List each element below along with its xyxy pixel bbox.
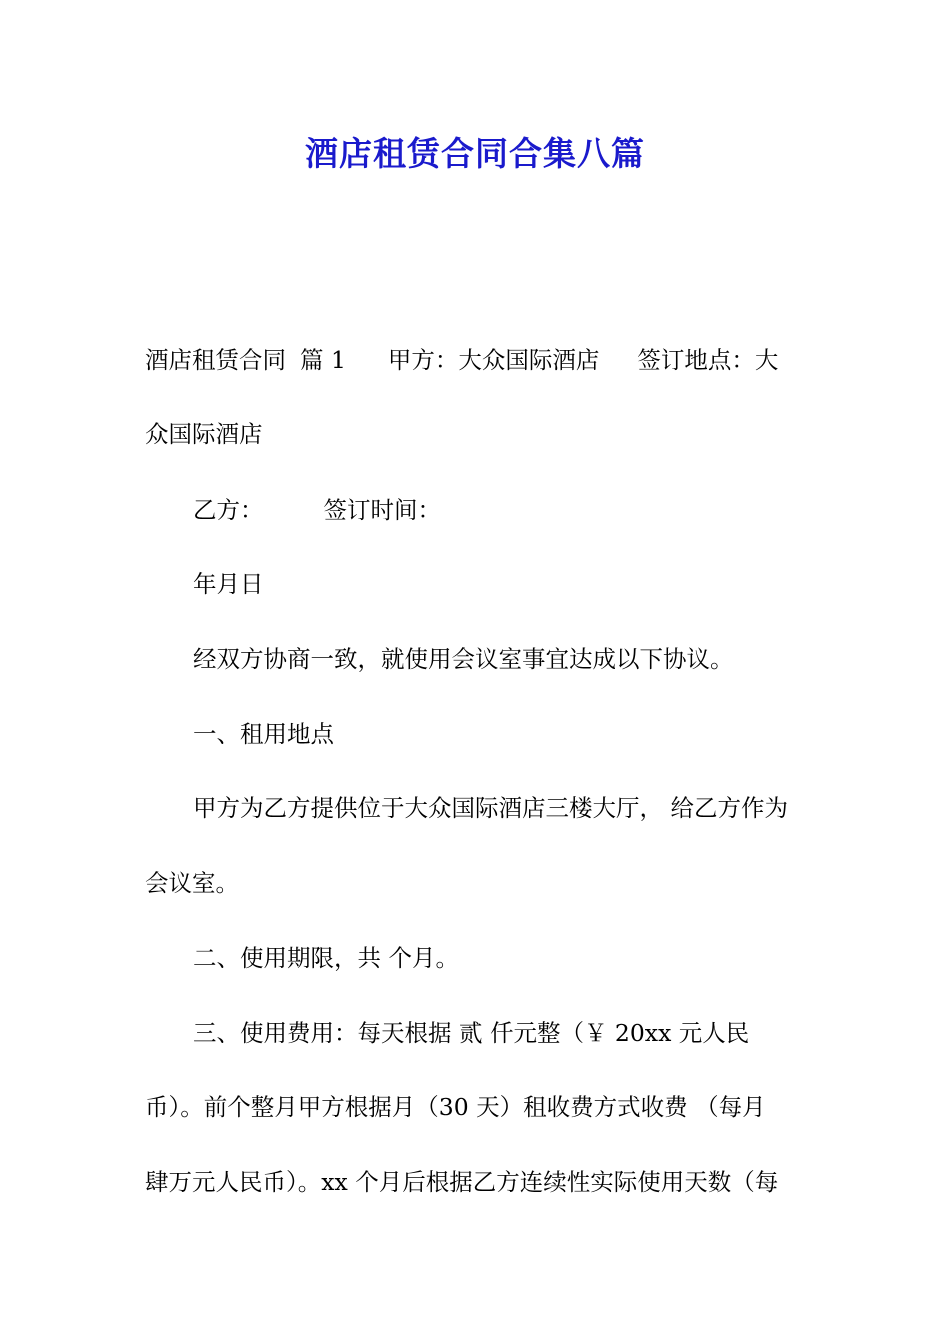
party-a: 甲方：大众国际酒店 — [387, 346, 600, 374]
contract-header-line — [145, 344, 805, 376]
section-heading: 一、租用地点 — [193, 720, 334, 748]
signing-time-label: 签订时间： — [323, 496, 441, 524]
document-title: 酒店租赁合同合集八篇 — [305, 134, 645, 173]
signing-place: 签订地点：大 — [637, 346, 779, 374]
section-heading: 三、使用费用：每天根据 贰 仟元整（￥ 20xx 元人民 — [193, 1019, 750, 1047]
section-heading: 二、使用期限，共 个月。 — [193, 944, 459, 972]
contract-section-number: 篇 1 — [300, 346, 346, 374]
date-line: 年月日 — [193, 570, 264, 598]
party-b-label: 乙方： — [193, 496, 264, 524]
body-line: 众国际酒店 — [145, 420, 263, 448]
body-line: 肆万元人民币）。xx 个月后根据乙方连续性实际使用天数（每 — [145, 1168, 779, 1196]
body-line: 会议室。 — [145, 869, 239, 897]
party-b-line — [193, 494, 441, 526]
body-line: 经双方协商一致，就使用会议室事宜达成以下协议。 — [193, 645, 734, 673]
contract-name: 酒店租赁合同 — [145, 346, 286, 374]
body-line: 币）。前个整月甲方根据月（30 天）租收费方式收费 （每月 — [145, 1093, 766, 1121]
body-line: 甲方为乙方提供位于大众国际酒店三楼大厅， 给乙方作为 — [193, 794, 788, 822]
